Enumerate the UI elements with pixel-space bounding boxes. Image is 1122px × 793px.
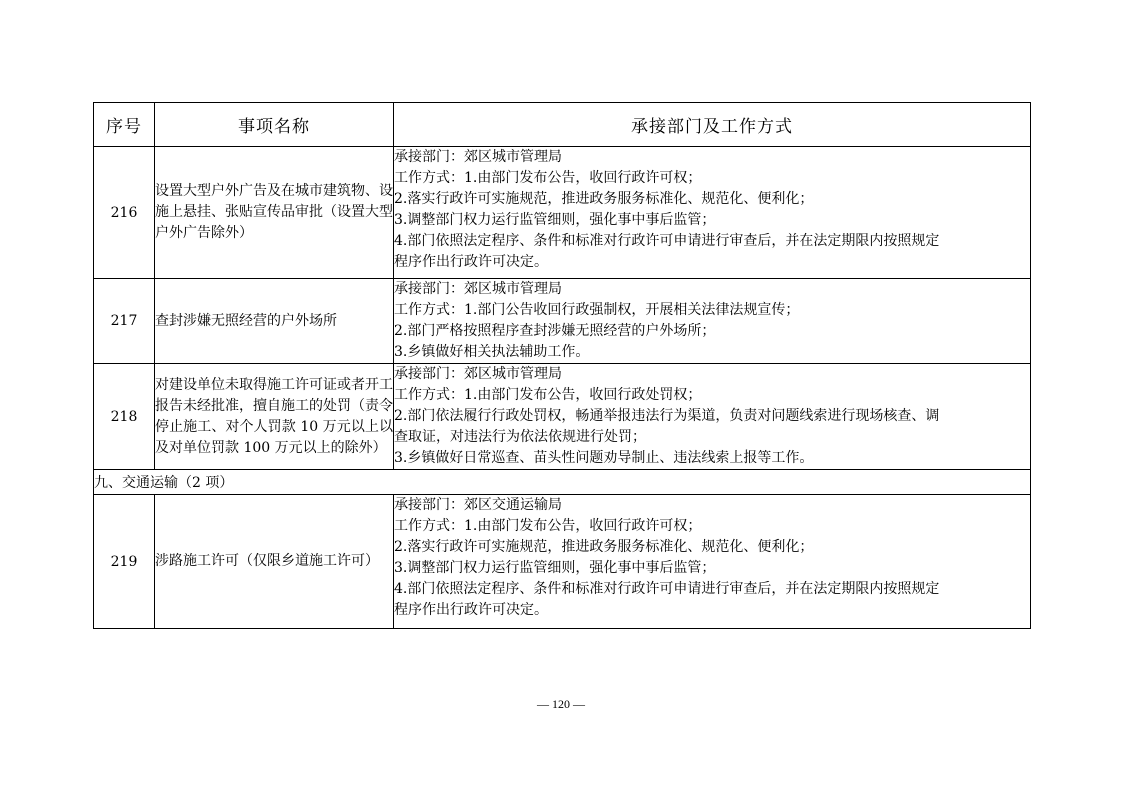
header-row [94, 103, 1031, 147]
row-number: 218 [94, 364, 155, 470]
detail-line: 承接部门：郊区城市管理局 [394, 149, 562, 165]
detail-line: 工作方式：1.由部门发布公告，收回行政许可权； [394, 170, 702, 186]
detail-line: 2.部门严格按照程序查封涉嫌无照经营的户外场所； [394, 323, 716, 339]
table-row [94, 147, 1031, 279]
department-method [394, 147, 1031, 279]
detail-line: 工作方式：1.部门公告收回行政强制权，开展相关法律法规宣传； [394, 302, 800, 318]
header-department-method: 承接部门及工作方式 [394, 103, 1031, 147]
detail-line: 3.调整部门权力运行监管细则，强化事中事后监管； [394, 212, 716, 228]
detail-line: 查取证，对违法行为依法依规进行处罚； [394, 429, 646, 445]
detail-line: 程序作出行政许可决定。 [394, 602, 548, 618]
section-heading: 九、交通运输（2 项） [94, 470, 1031, 495]
detail-line: 2.落实行政许可实施规范，推进政务服务标准化、规范化、便利化； [394, 191, 814, 207]
item-name: 对建设单位未取得施工许可证或者开工报告未经批准，擅自施工的处罚（责令停止施工、对个人罚款 10 万元以上以及对单位罚款 100 万元以上的除外） [155, 364, 394, 470]
section-row [94, 470, 1031, 495]
detail-line: 承接部门：郊区城市管理局 [394, 281, 562, 297]
department-method [394, 364, 1031, 470]
detail-line: 2.落实行政许可实施规范，推进政务服务标准化、规范化、便利化； [394, 539, 814, 555]
item-name: 涉路施工许可（仅限乡道施工许可） [155, 495, 394, 629]
item-name: 查封涉嫌无照经营的户外场所 [155, 279, 394, 364]
table-row [94, 364, 1031, 470]
row-number: 216 [94, 147, 155, 279]
service-items-table [93, 102, 1031, 629]
table-row [94, 495, 1031, 629]
detail-line: 工作方式：1.由部门发布公告，收回行政处罚权； [394, 387, 702, 403]
detail-line: 3.乡镇做好相关执法辅助工作。 [394, 344, 590, 360]
detail-line: 4.部门依照法定程序、条件和标准对行政许可申请进行审查后，并在法定期限内按照规定 [394, 233, 940, 249]
detail-line: 承接部门：郊区城市管理局 [394, 366, 562, 382]
detail-line: 2.部门依法履行行政处罚权，畅通举报违法行为渠道，负责对问题线索进行现场核查、调 [394, 408, 940, 424]
detail-line: 3.乡镇做好日常巡查、苗头性问题劝导制止、违法线索上报等工作。 [394, 450, 814, 466]
row-number: 217 [94, 279, 155, 364]
table-row [94, 279, 1031, 364]
header-item-name: 事项名称 [155, 103, 394, 147]
row-number: 219 [94, 495, 155, 629]
detail-line: 3.调整部门权力运行监管细则，强化事中事后监管； [394, 560, 716, 576]
detail-line: 程序作出行政许可决定。 [394, 254, 548, 270]
detail-line: 4.部门依照法定程序、条件和标准对行政许可申请进行审查后，并在法定期限内按照规定 [394, 581, 940, 597]
item-name: 设置大型户外广告及在城市建筑物、设施上悬挂、张贴宣传品审批（设置大型户外广告除外） [155, 147, 394, 279]
department-method [394, 279, 1031, 364]
page-number: — 120 — [537, 697, 585, 711]
department-method [394, 495, 1031, 629]
header-serial: 序号 [94, 103, 155, 147]
detail-line: 工作方式：1.由部门发布公告，收回行政许可权； [394, 518, 702, 534]
detail-line: 承接部门：郊区交通运输局 [394, 497, 562, 513]
